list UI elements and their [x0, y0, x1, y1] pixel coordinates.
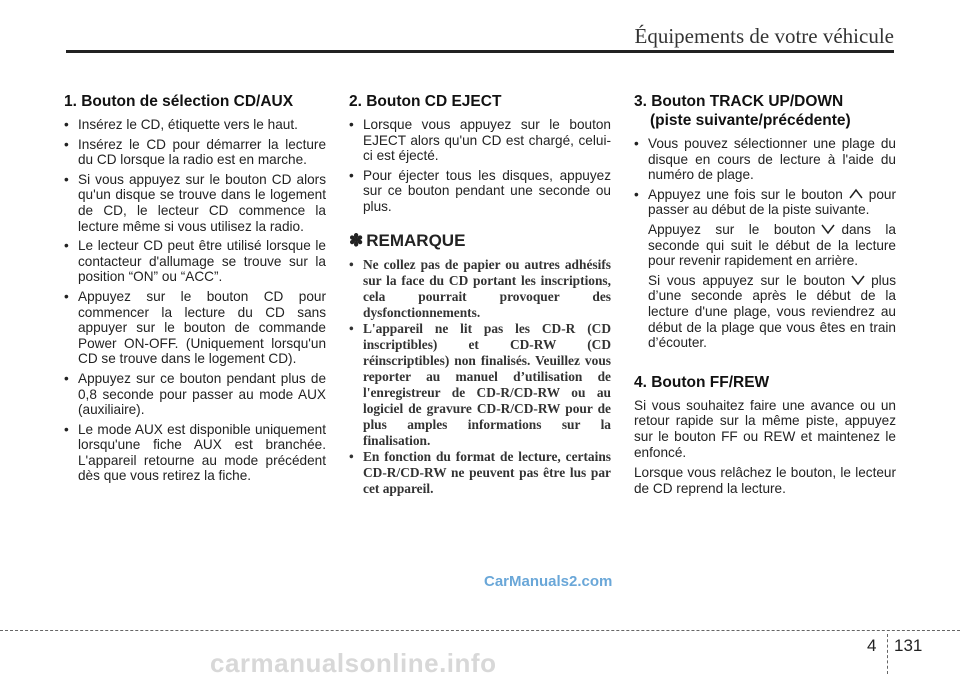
footer-rule — [0, 630, 960, 631]
list-item — [634, 187, 896, 218]
page-number: 131 — [894, 636, 923, 655]
paragraph: Lorsque vous relâchez le bouton, le lecteur de CD reprend la lecture. — [634, 465, 896, 496]
list-item: • Le lecteur CD peut être utilisé lorsque le contacteur d'allumage se trouve sur la position “ON” ou “ACC”. — [64, 238, 326, 285]
section-heading-cd-aux: 1. Bouton de sélection CD/AUX — [64, 93, 294, 110]
text-after-icon: plus d’une seconde après le début de la lecture d'une plage, vous reviendrez au début de la plage que vous êtes en train d’écouter. — [648, 272, 896, 351]
section-heading-track — [634, 92, 896, 130]
track-bullets — [634, 136, 896, 218]
list-item: • Lorsque vous appuyez sur le bouton EJECT alors qu'un CD est chargé, celui-ci est éjecté. — [349, 117, 611, 164]
sub-paragraph — [634, 273, 896, 351]
chevron-down-icon — [819, 223, 837, 235]
list-item: • Appuyez sur le bouton CD pour commencer la lecture du CD sans appuyer sur le bouton de commande Power ON-OFF. (Uniquement lorsqu'un CD se trouve dans le logement CD). — [64, 289, 326, 367]
heading-line-1: 3. Bouton TRACK UP/DOWN — [634, 93, 844, 110]
cd-aux-bullets — [64, 117, 326, 484]
list-item: • Insérez le CD, étiquette vers le haut. — [64, 117, 326, 133]
watermark-footer: carmanualsonline.info — [210, 648, 497, 678]
list-item: • Si vous appuyez sur le bouton CD alors qu'un disque se trouve dans le logement de CD, le lecteur CD commence la lecture même si vous utilisez la radio. — [64, 172, 326, 234]
column-cd-aux — [64, 92, 326, 488]
page-number-separator — [887, 634, 889, 674]
header-rule — [66, 50, 894, 53]
heading-line-2: (piste suivante/précédente) — [650, 112, 851, 129]
remarque-notes — [349, 257, 611, 497]
note-item: • L'appareil ne lit pas les CD-R (CD inscriptibles) et CD-RW (CD réinscriptibles) non finalisés. Veuillez vous reporter au manuel d’utilisation de l'enregistreur de CD-R/CD-RW ou au logiciel de gravure CD-R/CD-RW pour de plus amples informations sur la finalisation. — [349, 321, 611, 449]
section-heading-cd-eject: 2. Bouton CD EJECT — [349, 93, 502, 110]
text-before-icon: Appuyez une fois sur le bouton — [648, 186, 843, 202]
text-before-icon: Si vous appuyez sur le bouton — [648, 272, 846, 288]
column-track-ffrew — [634, 92, 896, 501]
chevron-down-icon — [849, 274, 867, 286]
column-cd-eject — [349, 92, 611, 497]
remarque-title: REMARQUE — [366, 230, 466, 250]
remarque-heading — [349, 231, 611, 251]
list-item: • Vous pouvez sélectionner une plage du disque en cours de lecture à l'aide du numéro de plage. — [634, 136, 896, 183]
page-header-title: Équipements de votre véhicule — [634, 24, 894, 48]
chevron-up-icon — [847, 188, 865, 200]
watermark-link[interactable]: CarManuals2.com — [484, 573, 613, 590]
list-item: • Le mode AUX est disponible uniquement lorsqu'une fiche AUX est branchée. L'appareil retourne au mode précédent dès que vous retirez la fiche. — [64, 422, 326, 484]
list-item: • Pour éjecter tous les disques, appuyez sur ce bouton pendant une seconde ou plus. — [349, 168, 611, 215]
text-before-icon: Appuyez sur le bouton — [648, 221, 816, 237]
chapter-number: 4 — [867, 636, 877, 655]
paragraph: Si vous souhaitez faire une avance ou un retour rapide sur la même piste, appuyez sur le bouton FF ou REW et maintenez le enfoncé. — [634, 397, 896, 460]
sub-paragraph — [634, 222, 896, 269]
text-after-icon: dans la seconde qui suit le début de la lecture pour revenir rapidement en arrière. — [648, 221, 896, 269]
section-heading-ffrew: 4. Bouton FF/REW — [634, 373, 770, 391]
text-after-icon: pour passer au début de la piste suivante. — [648, 186, 896, 218]
asterisk-icon: ✽ — [349, 230, 364, 250]
list-item: • Appuyez sur ce bouton pendant plus de 0,8 seconde pour passer au mode AUX (auxiliaire). — [64, 371, 326, 418]
list-item: • Insérez le CD pour démarrer la lecture du CD lorsque la radio est en marche. — [64, 137, 326, 168]
cd-eject-bullets — [349, 117, 611, 215]
note-item: • Ne collez pas de papier ou autres adhésifs sur la face du CD portant les inscriptions, cela pourrait provoquer des dysfonctionnements. — [349, 257, 611, 321]
note-item: • En fonction du format de lecture, certains CD-R/CD-RW ne peuvent pas être lus par cet appareil. — [349, 449, 611, 497]
